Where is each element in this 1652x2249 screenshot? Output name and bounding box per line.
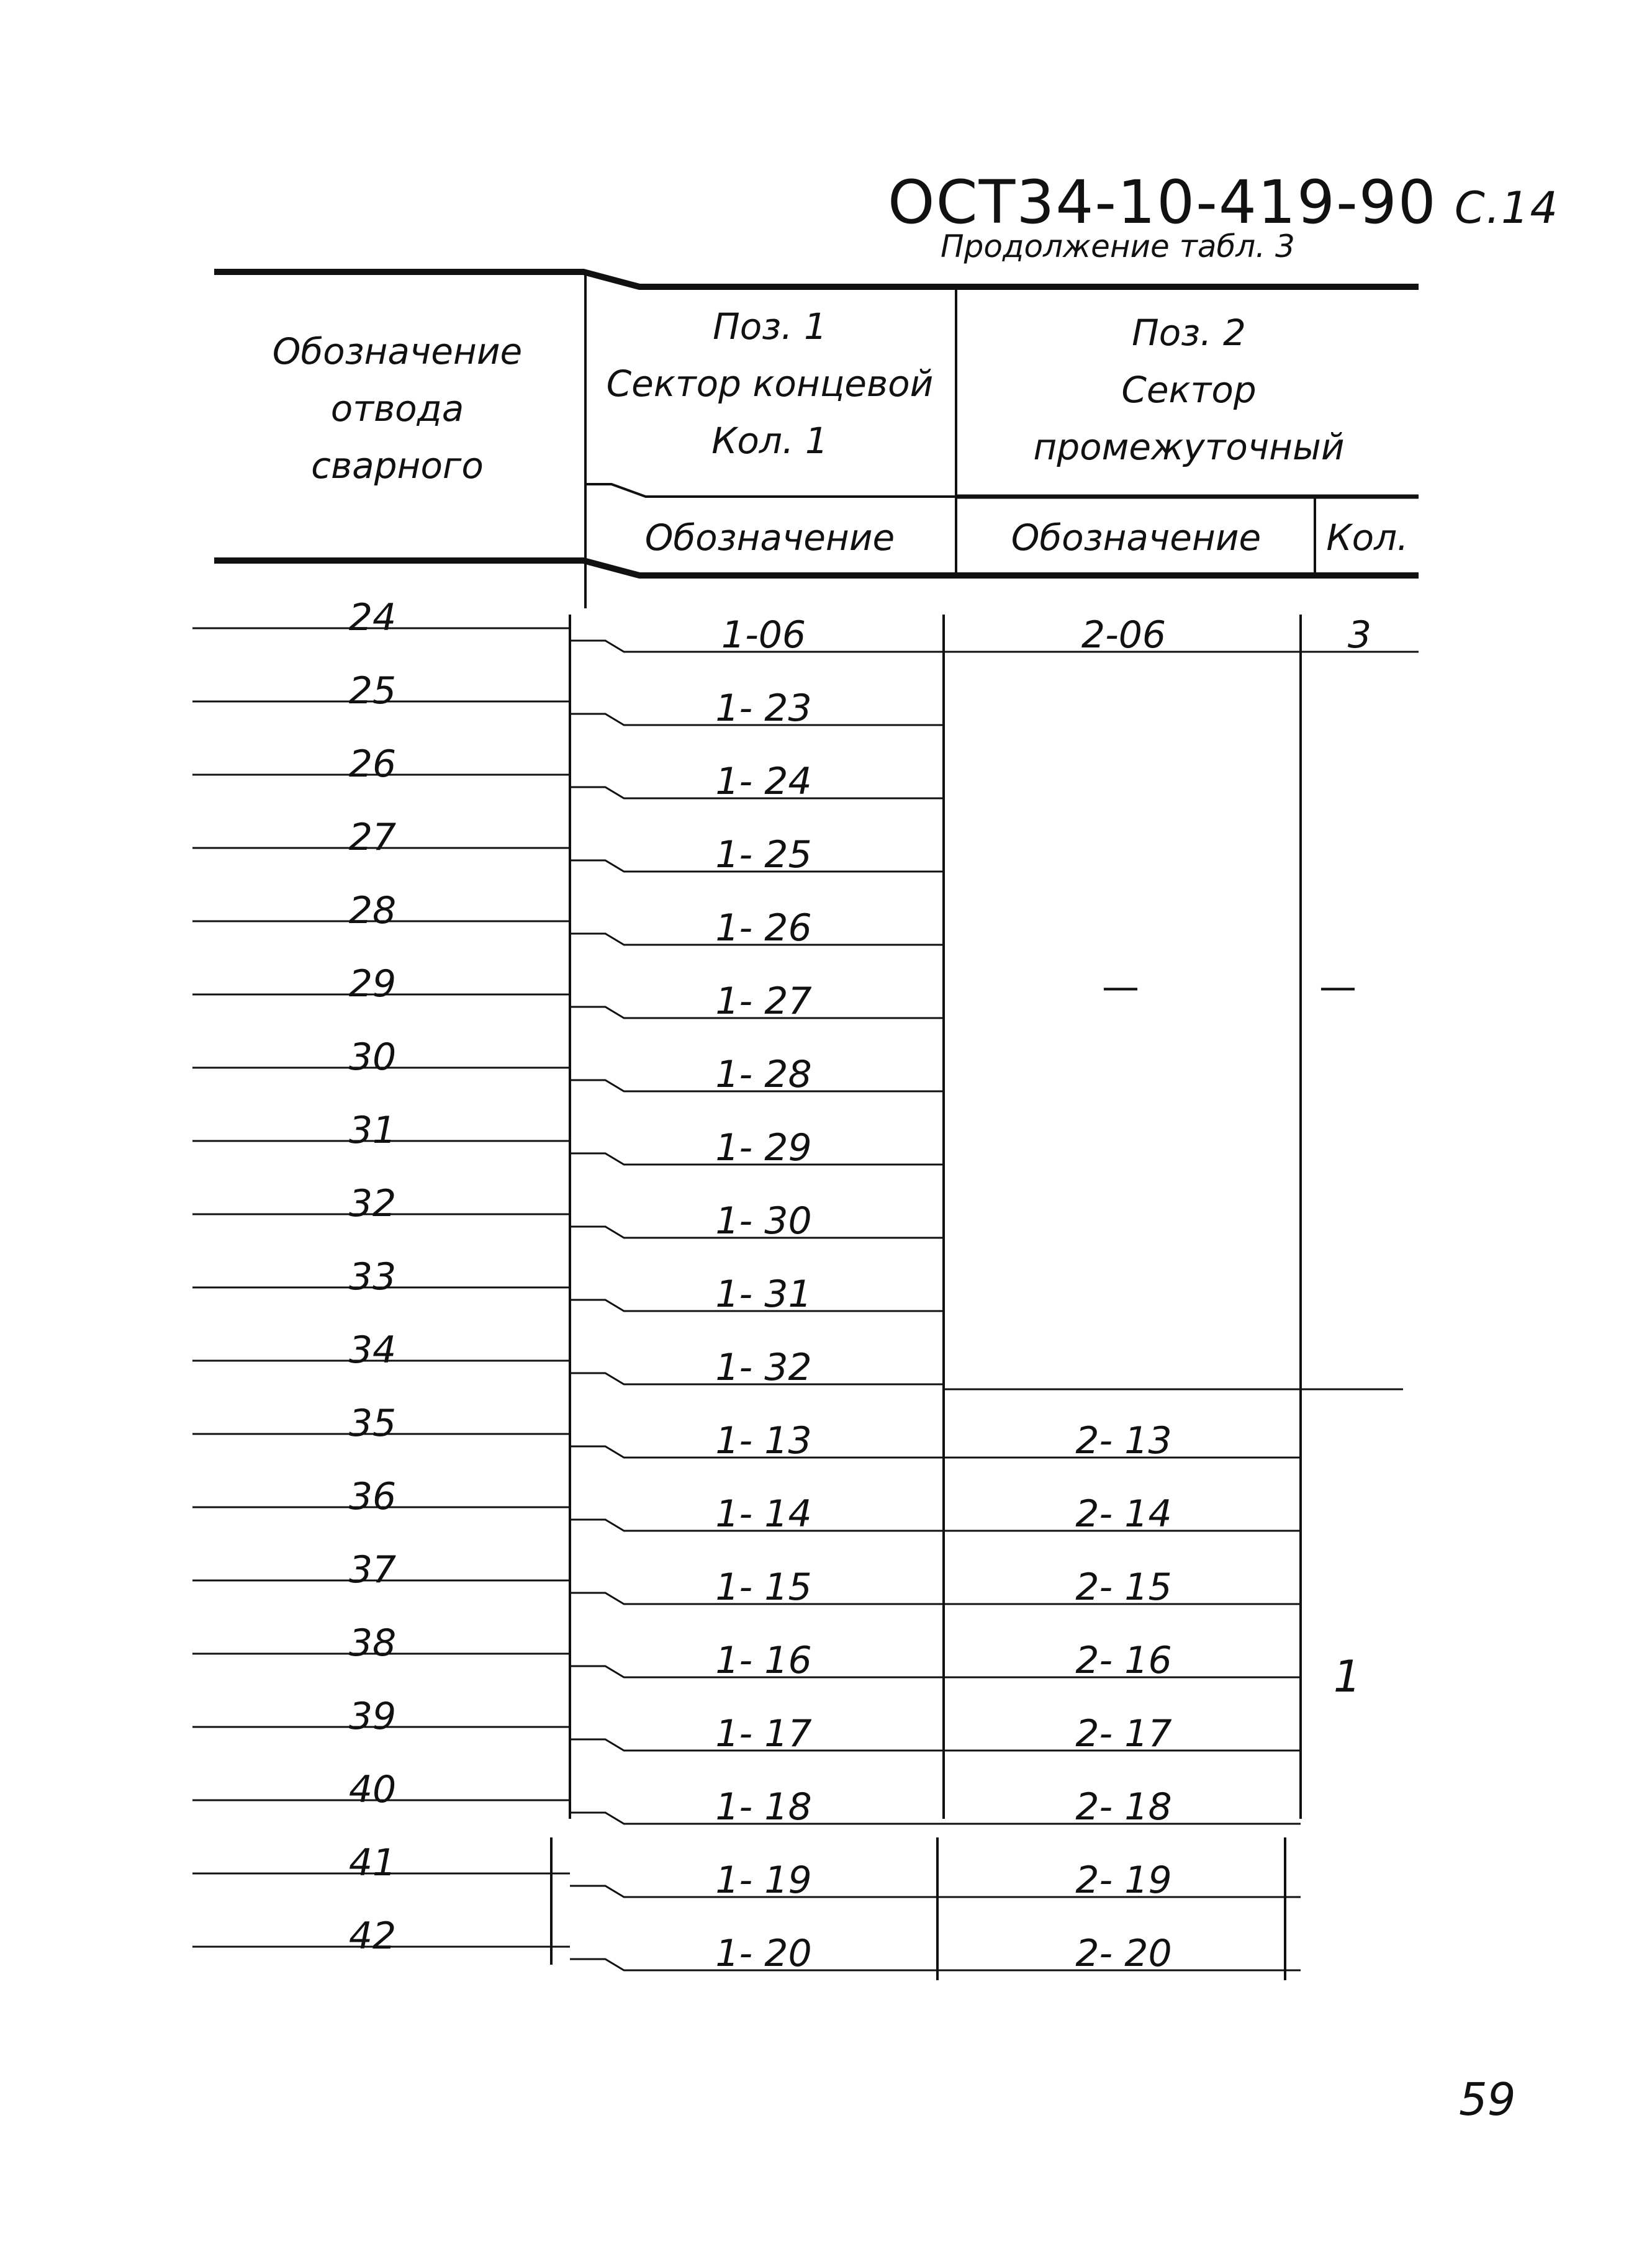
qty-subheader: Кол.	[1326, 516, 1409, 559]
row-id: 36	[348, 1475, 397, 1518]
row-pos1: 1- 24	[715, 760, 812, 803]
pos2-designation-subheader: Обозначение	[1011, 516, 1262, 559]
row-pos2: 2- 14	[1075, 1492, 1172, 1536]
row-id: 32	[348, 1182, 397, 1225]
row-pos2: 2- 18	[1075, 1785, 1172, 1829]
row-pos1: 1- 13	[715, 1419, 812, 1463]
table-continuation-caption: Продолжение табл. 3	[941, 228, 1295, 264]
row-id: 29	[348, 962, 397, 1006]
row-id: 42	[348, 1914, 397, 1958]
position-2-header	[959, 304, 1419, 475]
header-line-1: Обозначение	[272, 330, 523, 372]
row-id: 28	[348, 889, 397, 932]
row-pos1: 1- 25	[715, 833, 812, 877]
row-pos1: 1- 14	[715, 1492, 812, 1536]
row-id: 31	[348, 1109, 397, 1152]
row-pos1: 1- 15	[715, 1566, 812, 1609]
header-line-3: сварного	[311, 444, 484, 487]
row-pos1: 1- 26	[715, 906, 812, 950]
row-pos1: 1- 17	[715, 1712, 812, 1755]
row-id: 24	[348, 596, 397, 639]
row-id: 39	[348, 1695, 397, 1738]
pos1-name: Сектор концевой	[606, 363, 934, 405]
merged-qty-dash: —	[1319, 965, 1356, 1009]
row-pos2: 2- 15	[1075, 1566, 1172, 1609]
row-qty: 3	[1347, 613, 1372, 657]
row-pos2: 2- 19	[1075, 1859, 1172, 1902]
pos1-designation-subheader: Обозначение	[644, 516, 895, 559]
row-pos1: 1- 32	[715, 1346, 812, 1389]
row-pos2: 2- 16	[1075, 1639, 1172, 1682]
row-id: 27	[348, 816, 397, 859]
pos2-name-line-2: промежуточный	[1033, 426, 1345, 468]
row-pos1: 1- 27	[715, 980, 812, 1023]
header-line-2: отвода	[330, 387, 464, 430]
row-pos1: 1- 20	[715, 1932, 812, 1975]
standard-code: ОСТ34-10-419-90 С.14	[888, 168, 1559, 237]
pos2-name-line-1: Сектор	[1121, 369, 1257, 411]
row-id: 38	[348, 1621, 397, 1665]
row-pos1: 1- 19	[715, 1859, 812, 1902]
row-pos1: 1- 28	[715, 1053, 812, 1096]
row-pos1: 1- 18	[715, 1785, 812, 1829]
row-pos1: 1-06	[721, 613, 806, 657]
row-pos1: 1- 16	[715, 1639, 812, 1682]
row-pos2: 2-06	[1081, 613, 1167, 657]
row-id: 37	[348, 1548, 397, 1592]
pos1-qty: Кол. 1	[711, 420, 828, 462]
merged-qty-value: 1	[1333, 1651, 1361, 1702]
row-id: 26	[348, 742, 397, 786]
merged-pos2-dash: —	[1102, 965, 1139, 1009]
row-pos2: 2- 20	[1075, 1932, 1172, 1975]
row-pos2: 2- 17	[1075, 1712, 1172, 1755]
row-id: 40	[348, 1768, 397, 1811]
row-id: 30	[348, 1035, 397, 1079]
row-pos1: 1- 23	[715, 687, 812, 730]
row-id: 25	[348, 669, 397, 713]
row-id: 33	[348, 1255, 397, 1299]
sheet-number: С.14	[1454, 183, 1559, 233]
pos2-label: Поз. 2	[1132, 312, 1246, 354]
row-id: 41	[348, 1841, 397, 1885]
row-pos1: 1- 30	[715, 1199, 812, 1243]
row-pos1: 1- 31	[715, 1273, 812, 1316]
position-1-header	[590, 298, 950, 469]
row-pos1: 1- 29	[715, 1126, 812, 1170]
row-id: 35	[348, 1402, 397, 1445]
designation-column-header	[214, 323, 580, 494]
row-id: 34	[348, 1328, 397, 1372]
row-pos2: 2- 13	[1075, 1419, 1172, 1463]
page-number: 59	[1459, 2073, 1516, 2125]
pos1-label: Поз. 1	[713, 305, 827, 348]
